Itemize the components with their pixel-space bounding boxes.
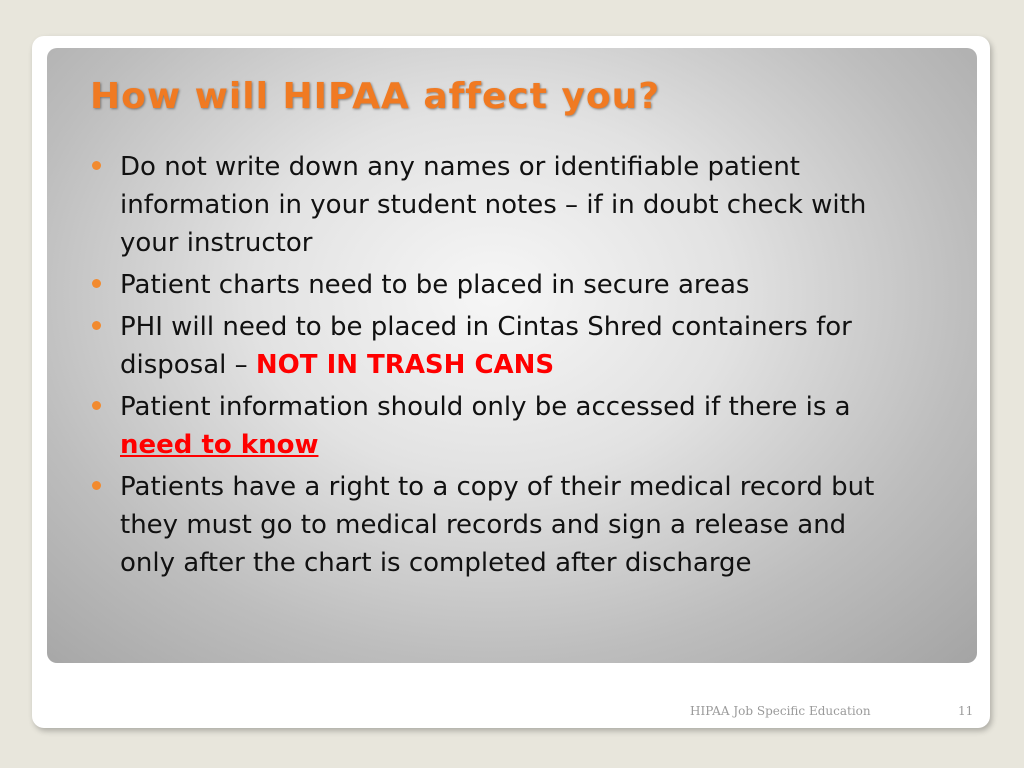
bullet-dot-icon bbox=[92, 161, 101, 170]
bullet-text: Patient charts need to be placed in secure areas bbox=[120, 270, 750, 300]
bullet-list bbox=[90, 148, 890, 586]
bullet-dot-icon bbox=[92, 279, 101, 288]
bullet-text: Do not write down any names or identifiable patient information in your student notes – if in doubt check with your instructor bbox=[120, 152, 867, 258]
slide-number: 11 bbox=[958, 704, 974, 718]
footer-text: HIPAA Job Specific Education bbox=[690, 704, 871, 718]
bullet-dot-icon bbox=[92, 321, 101, 330]
bullet-item bbox=[90, 468, 890, 582]
bullet-text: Patients have a right to a copy of their medical record but they must go to medical records and sign a release and only after the chart is completed after discharge bbox=[120, 472, 875, 578]
bullet-text: Patient information should only be accessed if there is a bbox=[120, 392, 851, 422]
bullet-item bbox=[90, 308, 890, 384]
bullet-link[interactable]: need to know bbox=[120, 430, 319, 460]
bullet-item bbox=[90, 148, 890, 262]
bullet-dot-icon bbox=[92, 401, 101, 410]
slide-title: How will HIPAA affect you? bbox=[90, 76, 661, 117]
bullet-emphasis: NOT IN TRASH CANS bbox=[255, 350, 555, 380]
bullet-text: PHI will need to be placed in Cintas Shred containers for disposal – bbox=[120, 312, 852, 380]
bullet-item bbox=[90, 266, 890, 304]
bullet-dot-icon bbox=[92, 481, 101, 490]
bullet-item bbox=[90, 388, 890, 464]
